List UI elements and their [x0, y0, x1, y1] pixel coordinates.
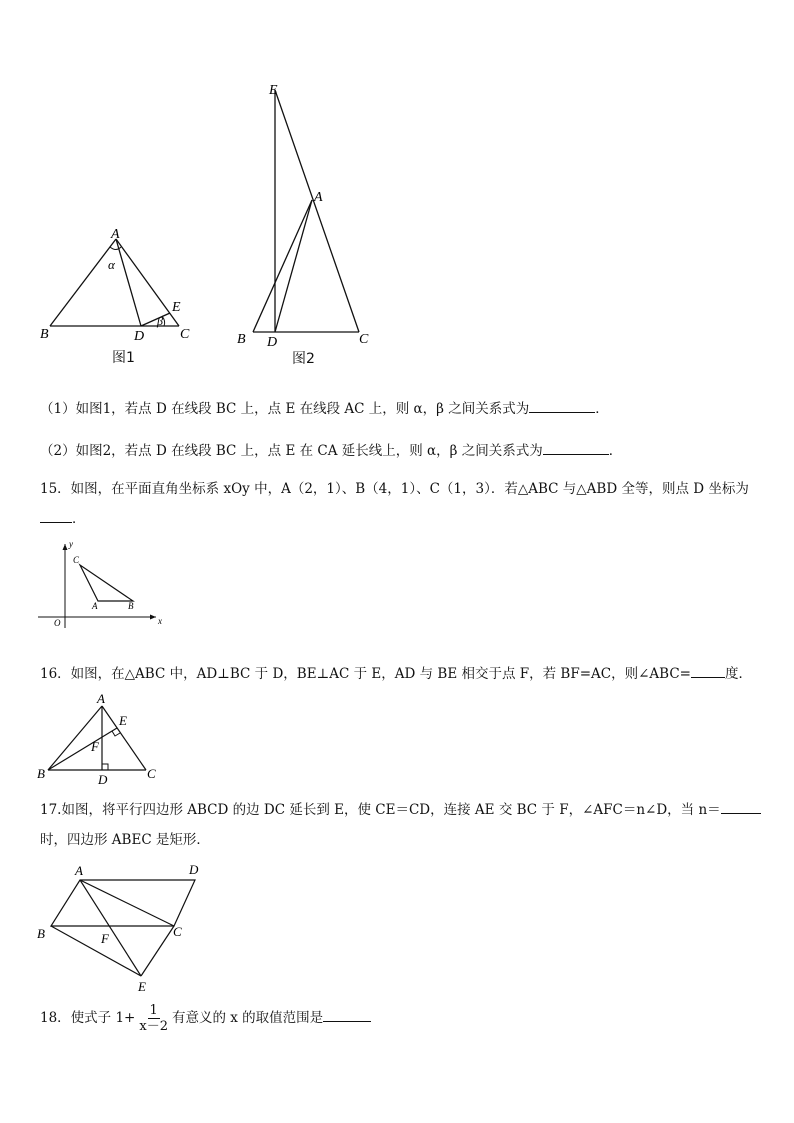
q17-diagram: [36, 858, 211, 993]
fig1-label-a: A: [111, 227, 120, 242]
q17-line1: [40, 801, 761, 819]
q15-label-a: A: [92, 601, 98, 611]
q17-label-d: D: [189, 862, 199, 877]
q15-blank[interactable]: [40, 510, 72, 523]
q15-label-y: y: [69, 539, 73, 549]
q17-label-c: C: [173, 924, 182, 939]
fig2-label-d: D: [267, 335, 278, 350]
q18-question: [40, 1003, 371, 1034]
q16-label-d: D: [98, 772, 108, 787]
q14-part1: [40, 400, 609, 418]
fig2-label-a: A: [314, 190, 323, 205]
q14-part2-end: ．: [608, 443, 623, 459]
fig2-label-b: B: [237, 332, 246, 347]
fig2-caption: 图2: [292, 351, 315, 367]
fig1-label-alpha: α: [108, 257, 115, 272]
q17-line2: [40, 831, 210, 849]
q17-text-line1: 17.如图，将平行四边形 ABCD 的边 DC 延长到 E，使 CE＝CD，连接 AE 交 BC 于 F，∠AFC＝n∠D，当 n＝: [40, 802, 721, 818]
q16-label-c: C: [147, 766, 156, 781]
q15-end: ．: [72, 511, 86, 527]
q16-label-e: E: [119, 713, 127, 728]
q15-label-o: O: [54, 618, 61, 628]
q14-part2: [40, 442, 622, 460]
q15-label-b: B: [128, 601, 134, 611]
q15-answer-line: [40, 510, 86, 528]
q15-label-x: x: [158, 616, 162, 626]
fig1-label-d: D: [134, 329, 145, 344]
q16-label-b: B: [37, 766, 45, 781]
q15-question: [40, 480, 749, 498]
q16-blank[interactable]: [691, 665, 725, 678]
q16-end: 度．: [725, 666, 752, 682]
q18-denominator: x－2: [139, 1019, 168, 1034]
q15-coordinate-plane: [38, 538, 163, 630]
q18-blank[interactable]: [323, 1009, 371, 1022]
q17-label-b: B: [37, 926, 45, 941]
q18-prefix: 18．使式子 1+: [40, 1010, 136, 1026]
q17-label-f: F: [101, 931, 109, 946]
fig1-label-b: B: [40, 327, 49, 342]
q15-figure: [38, 538, 163, 630]
q16-label-a: A: [97, 691, 105, 706]
fig2-label-e: E: [269, 83, 278, 98]
q14-part2-text: （2）如图2，若点 D 在线段 BC 上，点 E 在 CA 延长线上，则 α，β 之间关系式为: [40, 443, 543, 459]
figure-1: [38, 225, 198, 370]
q16-diagram: [36, 692, 161, 787]
q14-part1-blank[interactable]: [529, 400, 595, 413]
fig2-label-c: C: [359, 332, 369, 347]
fig1-label-beta: β: [157, 314, 163, 328]
q17-figure: [36, 858, 211, 993]
q15-text: 15．如图，在平面直角坐标系 xOy 中，A（2，1）、B（4，1）、C（1，3）．若△ABC 与△ABD 全等，则点 D 坐标为: [40, 481, 749, 497]
q17-label-e: E: [138, 979, 146, 994]
q17-blank[interactable]: [721, 801, 761, 814]
q18-fraction: [137, 1003, 170, 1034]
figure-2-diagram: [232, 80, 382, 370]
q16-figure: [36, 692, 161, 787]
fig1-label-c: C: [180, 327, 190, 342]
q14-part1-text: （1）如图1，若点 D 在线段 BC 上，点 E 在线段 AC 上，则 α，β 之间关系式为: [40, 401, 530, 417]
fig1-label-e: E: [172, 300, 181, 315]
q16-text: 16．如图，在△ABC 中，AD⊥BC 于 D，BE⊥AC 于 E，AD 与 BE 相交于点 F，若 BF=AC，则∠ABC=: [40, 666, 691, 682]
q17-text-line2: 时，四边形 ABEC 是矩形．: [40, 832, 210, 848]
q16-label-f: F: [91, 739, 99, 754]
q18-suffix: 有意义的 x 的取值范围是: [171, 1010, 324, 1026]
figure-2: [232, 80, 382, 370]
q14-part2-blank[interactable]: [543, 442, 609, 455]
q18-numerator: 1: [149, 1003, 158, 1018]
q16-question: [40, 665, 752, 683]
q15-label-c: C: [73, 555, 80, 565]
q14-part1-end: ．: [595, 401, 609, 417]
q17-label-a: A: [75, 863, 83, 878]
fig1-caption: 图1: [112, 350, 135, 366]
